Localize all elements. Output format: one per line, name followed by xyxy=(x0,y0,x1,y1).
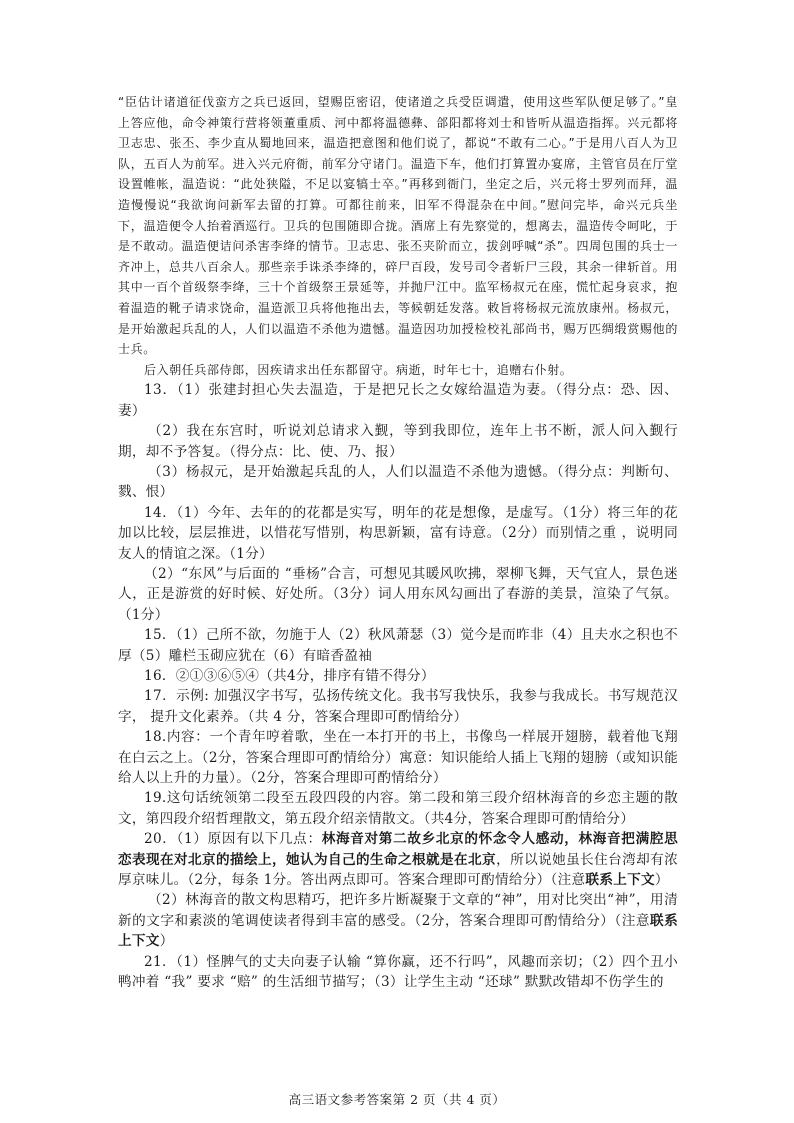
page-content xyxy=(118,92,678,993)
answer-13-2: （2）我在东宫时，听说刘总请求入觐，等到我即位，连年上书不断，派人问入觐行期，却不予答复。（得分点：比、使、乃、报） xyxy=(118,423,678,460)
answer-20-2-close: ） xyxy=(159,933,174,950)
answer-20-2 xyxy=(118,890,678,951)
answer-13-1: 13．（1）张建封担心失去温造，于是把兄长之女嫁给温造为妻。（得分点：恐、因、妻） xyxy=(118,382,678,419)
answer-20-1-rest: ，所以说她虽长住台湾却有浓厚京味儿。（2分，每条 1分。答出两点即可。答案合理即可酌情给分）（注意 xyxy=(118,851,678,889)
answer-16: 16．②①③⑥⑤④（共4分，排序有错不得分） xyxy=(144,668,435,684)
answer-20-1 xyxy=(118,829,678,890)
classical-translation-paragraph: “臣估计诸道征伐蛮方之兵已返回，望赐臣密诏，使诸道之兵受臣调遣，使用这些军队便足够了。”皇上答应他，命令神策行营将领董重质、河中都将温德彝、郃阳都将刘士和皆听从温造指挥。兴元都将卫志忠、张丕、李少直从蜀地回来，温造把意图和他们说了，都说“不敢有二心。”于是用八百人为卫队，五百人为前军。进入兴元府衙，前军分守诸门。温造下车，他们打算置办宴席，主管官员在厅堂设置帷帐，温造说：“此处狭隘，不足以宴犒士卒。”再移到衙门，坐定之后，兴元将士罗列而拜，温造慢慢说“我欲询问新军去留的打算。可都往前来，旧军不得混杂在中间。”慰问完毕，命兴元兵坐下，温造便令人抬着酒巡行。卫兵的包围随即合拢。酒席上有先察觉的，想离去，温造传令呵叱，于是不敢动。温造便诘问杀害李绛的情节。卫志忠、张丕夹阶而立，拔剑呼喊“杀”。四周包围的兵士一齐冲上，总共八百余人。那些亲手诛杀李绛的，碎尸百段，发号司令者斩尸三段，其余一律斩首。用其中一百个首级祭李绛，三十个首级祭王景延等，并抛尸江中。监军杨叔元在座，慌忙起身哀求，抱着温造的靴子请求饶命，温造派卫兵将他拖出去，等候朝廷发落。敕旨将杨叔元流放康州。杨叔元，是开始激起兵乱的人，人们以温造不杀他为遗憾。温造因功加授检校礼部尚书，赐万匹绸缎赏赐他的士兵。 xyxy=(118,95,678,357)
answer-21: 21．（1）怪脾气的丈夫向妻子认输 “算你赢，还不行吗”，风趣而亲切；（2）四个丑小鸭冲着 “我” 要求 “赔” 的生活细节描写；（3）让学生主动 “还球” 默默改错却不伤学生的 xyxy=(118,953,678,991)
answer-14-1: 14．（1）今年、去年的的花都是实写，明年的花是想像，是虚写。（1分）将三年的花加以比较，层层推进，以惜花写惜别，构思新颖，富有诗意。（2分）而别情之重 ，说明同友人的情谊之深。（1分） xyxy=(118,504,678,562)
answer-20-1-close: ） xyxy=(654,872,669,889)
answer-20-1-intro: 20．（1）原因有以下几点： xyxy=(144,831,322,848)
answer-14-2: （2）“东风”与后面的 “垂杨”合言，可想见其暖风吹拂，翠柳飞舞，天气宜人，景色迷人，正是游赏的好时候、好处所。（3分）词人用东风勾画出了春游的美景，渲染了气氛。（1分） xyxy=(118,565,678,623)
answer-19: 19.这句话统领第二段至五段四段的内容。第二段和第三段介绍林海音的乡恋主题的散文，第四段介绍哲理散文，第五段介绍亲情散文。（共4分，答案合理即可酌情给分） xyxy=(118,790,678,827)
answer-20-2-note: 联系上下文 xyxy=(118,912,678,950)
answer-20-1-key-point: 林海音对第二故乡北京的怀念令人感动，林海音把满腔思恋表现在对北京的描绘上，她认为自己的生命之根就是在北京 xyxy=(118,831,678,868)
answer-20-2-body: （2）林海音的散文构思精巧，把许多片断凝聚于文章的“神”，用对比突出“神”，用清新的文字和素淡的笔调使读者得到丰富的感受。（2分，答案合理即可酌情给分）（注意 xyxy=(118,892,678,929)
page-footer: 高三语文参考答案第 2 页（共 4 页） xyxy=(288,1092,506,1107)
answer-15: 15．（1）己所不欲，勿施于人（2）秋风萧瑟（3）觉今是而昨非（4）且夫水之积也不厚（5）雕栏玉砌应犹在（6）有暗香盈袖 xyxy=(118,627,678,664)
classical-translation-ending: 后入朝任兵部侍郎，因疾请求出任东都留守。病逝，时年七十，追赠右仆射。 xyxy=(144,362,573,377)
answer-20-1-note: 联系上下文 xyxy=(585,872,655,889)
answer-13-3: （3）杨叔元，是开始激起兵乱的人，人们以温造不杀他为遗憾。（得分点：判断句、戮、恨） xyxy=(118,463,678,501)
answer-17: 17．示例: 加强汉字书写，弘扬传统文化。我书写我快乐，我参与我成长。书写规范汉字， 提升文化素养。（共 4 分，答案合理即可酌情给分） xyxy=(118,688,678,725)
answer-18: 18.内容：一个青年哼着歌，坐在一本打开的书上，书像鸟一样展开翅膀，载着他飞翔在白云之上。（2分，答案合理即可酌情给分）寓意：知识能给人插上飞翔的翅膀（或知识能给人以上升的力量）。（2分，答案合理即可酌情给分） xyxy=(118,729,678,787)
